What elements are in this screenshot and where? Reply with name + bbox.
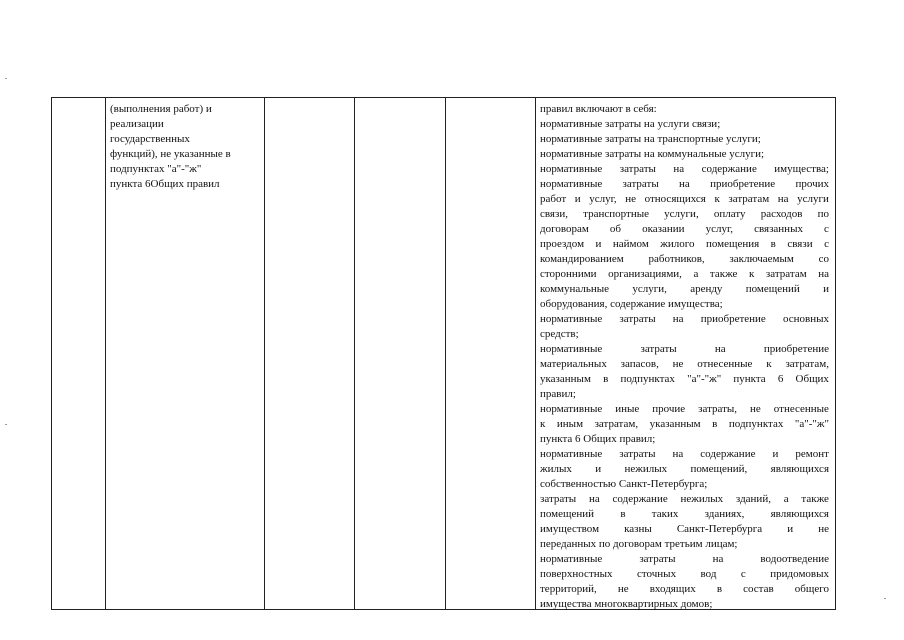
- word: нормативные: [540, 448, 603, 460]
- word: заключаемым: [729, 253, 794, 265]
- column-divider: [354, 98, 355, 609]
- text-line: [540, 192, 829, 207]
- word: жилого: [660, 238, 695, 250]
- word: не: [617, 583, 629, 595]
- text-line: [540, 162, 829, 177]
- word: нормативные: [540, 403, 603, 415]
- text-line: [540, 567, 829, 582]
- word: Общих: [795, 373, 829, 385]
- text-line: нормативные затраты на коммунальные услуги;: [540, 148, 765, 160]
- word: на: [673, 163, 685, 175]
- word: жилых: [540, 463, 572, 475]
- word: а: [693, 268, 699, 280]
- word: содержание: [612, 493, 668, 505]
- text-line: средств;: [540, 328, 579, 340]
- text-line: [540, 417, 829, 432]
- word: аренду: [690, 283, 723, 295]
- word: нормативные: [540, 163, 603, 175]
- text-line: [540, 342, 829, 357]
- text-line: [540, 267, 829, 282]
- word: на: [672, 448, 684, 460]
- scan-speck: [5, 424, 7, 425]
- word: являющихся: [770, 508, 829, 520]
- text-line: правил включают в себя:: [540, 103, 657, 115]
- text-line: [540, 522, 829, 537]
- word: являющихся: [770, 463, 829, 475]
- word: входящих: [649, 583, 696, 595]
- text-line: нормативные затраты на транспортные услуги;: [540, 133, 761, 145]
- word: не: [672, 358, 684, 370]
- word: организациями,: [608, 268, 682, 280]
- word: нормативные: [540, 343, 603, 355]
- word: коммунальные: [540, 283, 610, 295]
- text-line: оборудования, содержание имущества;: [540, 298, 723, 310]
- word: затраты: [619, 313, 656, 325]
- word: материальных: [540, 358, 607, 370]
- text-line: [540, 312, 829, 327]
- text-line: [540, 282, 829, 297]
- word: оплату: [713, 208, 746, 220]
- word: помещений: [745, 283, 800, 295]
- word: затраты: [540, 493, 577, 505]
- word: к: [540, 418, 546, 430]
- word: относящихся: [644, 193, 706, 205]
- word: казны: [624, 523, 652, 535]
- word: помещений,: [690, 463, 748, 475]
- word: услуги,: [664, 208, 699, 220]
- word: запасов,: [620, 358, 659, 370]
- word: договорам: [540, 223, 589, 235]
- text-line: переданных по договорам третьим лицам;: [540, 538, 738, 550]
- word: 6: [777, 373, 784, 385]
- word: ремонт: [795, 448, 829, 460]
- word: затраты,: [698, 403, 738, 415]
- scan-speck: [5, 78, 7, 79]
- text-line: [540, 372, 829, 387]
- text-line: реализации: [110, 118, 164, 130]
- word: помещений: [540, 508, 595, 520]
- text-line: правил;: [540, 388, 576, 400]
- word: также: [709, 268, 738, 280]
- word: содержание: [701, 163, 757, 175]
- word: зданиях,: [704, 508, 745, 520]
- word: затратам,: [785, 358, 829, 370]
- word: придомовых: [770, 568, 829, 580]
- word: связи: [787, 238, 813, 250]
- word: транспортные: [583, 208, 649, 220]
- text-line: [540, 177, 829, 192]
- text-line: [540, 462, 829, 477]
- word: отнесенные: [773, 403, 829, 415]
- word: с: [824, 238, 829, 250]
- word: в: [770, 238, 776, 250]
- word: работников,: [648, 253, 705, 265]
- word: на: [714, 343, 726, 355]
- column-divider: [105, 98, 106, 609]
- word: затраты: [622, 178, 659, 190]
- text-line: собственностью Санкт-Петербурга;: [540, 478, 708, 490]
- word: и: [595, 463, 602, 475]
- word: затратам: [728, 193, 770, 205]
- word: в: [712, 418, 718, 430]
- word: по: [817, 208, 829, 220]
- text-line: [540, 582, 829, 597]
- text-line: [540, 447, 829, 462]
- word: "а"-"ж": [794, 418, 829, 430]
- text-line: имущества многоквартирных домов;: [540, 598, 713, 610]
- word: затраты: [640, 343, 677, 355]
- word: нежилых: [624, 463, 668, 475]
- word: в: [716, 583, 723, 595]
- word: с: [824, 223, 829, 235]
- table-fragment: [51, 97, 836, 610]
- column-divider: [535, 98, 536, 609]
- word: указанным: [649, 418, 701, 430]
- word: командированием: [540, 253, 624, 265]
- word: на: [818, 268, 829, 280]
- word: к: [714, 193, 720, 205]
- word: на: [672, 313, 684, 325]
- word: "а"-"ж": [687, 373, 722, 385]
- word: а: [783, 493, 789, 505]
- word: также: [801, 493, 829, 505]
- word: общего: [794, 583, 829, 595]
- word: имущества;: [774, 163, 829, 175]
- text-line: [540, 552, 829, 567]
- text-line: [540, 222, 829, 237]
- word: и: [595, 238, 602, 250]
- word: затратам,: [594, 418, 639, 430]
- word: с: [740, 568, 746, 580]
- word: работ: [540, 193, 567, 205]
- word: в: [620, 508, 626, 520]
- word: на: [588, 493, 600, 505]
- word: состав: [743, 583, 774, 595]
- word: услуг,: [589, 193, 617, 205]
- word: приобретение: [710, 178, 776, 190]
- word: сточных: [637, 568, 677, 580]
- word: таких: [651, 508, 679, 520]
- word: проездом: [540, 238, 585, 250]
- word: и: [574, 193, 581, 205]
- word: не: [625, 193, 637, 205]
- text-line: [540, 507, 829, 522]
- word: территорий,: [540, 583, 597, 595]
- word: нормативные: [540, 313, 603, 325]
- word: и: [787, 523, 794, 535]
- word: подпунктах: [620, 373, 675, 385]
- word: оказании: [642, 223, 685, 235]
- text-line: [540, 402, 829, 417]
- word: связанных: [754, 223, 803, 235]
- text-line: государственных: [110, 133, 190, 145]
- word: нежилых: [680, 493, 724, 505]
- word: к: [766, 358, 772, 370]
- text-line: [540, 492, 829, 507]
- word: иные: [615, 403, 640, 415]
- word: Санкт-Петербурга: [676, 523, 763, 535]
- text-line: [540, 357, 829, 372]
- word: подпунктах: [728, 418, 784, 430]
- word: основных: [782, 313, 829, 325]
- column-divider: [264, 98, 265, 609]
- word: расходов: [760, 208, 803, 220]
- text-line: [540, 207, 829, 222]
- word: отнесенные: [697, 358, 753, 370]
- word: на: [712, 553, 724, 565]
- word: поверхностных: [540, 568, 613, 580]
- scan-speck: [884, 598, 886, 599]
- word: на: [679, 178, 690, 190]
- word: услуг,: [705, 223, 733, 235]
- word: затраты: [639, 553, 676, 565]
- word: вод: [700, 568, 717, 580]
- text-line: [540, 237, 829, 252]
- word: не: [750, 403, 761, 415]
- word: нормативные: [540, 178, 603, 190]
- word: не: [818, 523, 829, 535]
- word: помещения: [705, 238, 760, 250]
- word: указанным: [540, 373, 591, 385]
- word: наймом: [612, 238, 649, 250]
- word: сторонними: [540, 268, 597, 280]
- word: затраты: [619, 448, 656, 460]
- word: затраты: [619, 163, 656, 175]
- word: нормативные: [540, 553, 603, 565]
- text-line: пункта 6 Общих правил;: [540, 433, 656, 445]
- word: и: [823, 283, 829, 295]
- word: приобретение: [700, 313, 766, 325]
- word: со: [818, 253, 829, 265]
- column-divider: [445, 98, 446, 609]
- text-line: нормативные затраты на услуги связи;: [540, 118, 721, 130]
- word: услуги,: [632, 283, 667, 295]
- text-line: [540, 252, 829, 267]
- word: затратам: [765, 268, 807, 280]
- word: связи,: [540, 208, 568, 220]
- word: к: [748, 268, 755, 280]
- text-line: (выполнения работ) и: [110, 103, 212, 115]
- word: на: [777, 193, 789, 205]
- word: водоотведение: [760, 553, 829, 565]
- word: зданий,: [735, 493, 771, 505]
- text-line: подпунктах "а"-"ж": [110, 163, 202, 175]
- word: имуществом: [540, 523, 600, 535]
- word: услуги: [797, 193, 829, 205]
- word: содержание: [700, 448, 756, 460]
- text-line: пункта 6Общих правил: [110, 178, 220, 190]
- word: и: [772, 448, 779, 460]
- word: пункта: [733, 373, 766, 385]
- word: прочих: [795, 178, 829, 190]
- word: об: [609, 223, 621, 235]
- word: приобретение: [763, 343, 829, 355]
- cell-expense-description: [110, 102, 262, 192]
- word: прочие: [652, 403, 686, 415]
- cell-normative-costs-list: [540, 102, 829, 612]
- text-line: функций), не указанные в: [110, 148, 231, 160]
- word: иным: [556, 418, 584, 430]
- word: в: [603, 373, 609, 385]
